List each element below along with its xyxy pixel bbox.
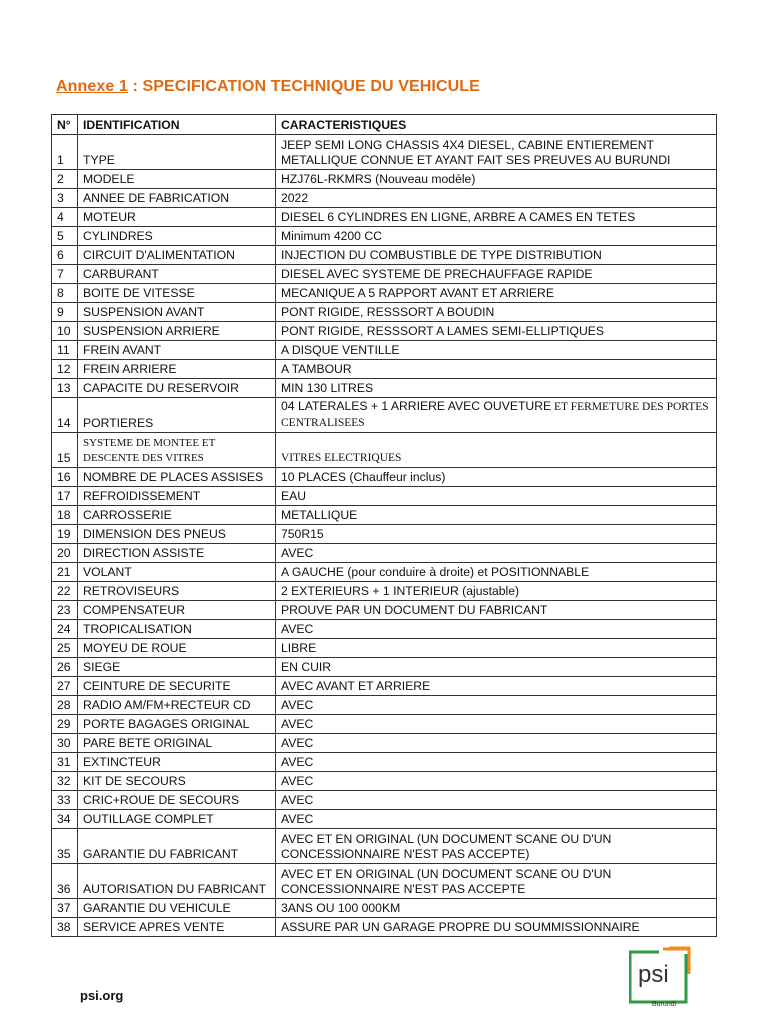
row-identification: COMPENSATEUR <box>78 601 276 620</box>
row-number: 16 <box>52 468 78 487</box>
row-caracteristique: MECANIQUE A 5 RAPPORT AVANT ET ARRIERE <box>276 284 717 303</box>
table-row <box>52 620 717 639</box>
row-identification: CYLINDRES <box>78 227 276 246</box>
table-row <box>52 208 717 227</box>
row-identification: RADIO AM/FM+RECTEUR CD <box>78 696 276 715</box>
table-row <box>52 487 717 506</box>
row-caracteristique: AVEC ET EN ORIGINAL (UN DOCUMENT SCANE OU D'UN CONCESSIONNAIRE N'EST PAS ACCEPTE) <box>276 829 717 864</box>
row-identification: SYSTEME DE MONTEE ET DESCENTE DES VITRES <box>78 433 276 468</box>
row-caracteristique: PONT RIGIDE, RESSSORT A BOUDIN <box>276 303 717 322</box>
row-number: 3 <box>52 189 78 208</box>
table-row <box>52 696 717 715</box>
row-number: 5 <box>52 227 78 246</box>
table-row <box>52 170 717 189</box>
table-row <box>52 791 717 810</box>
row-caracteristique: A DISQUE VENTILLE <box>276 341 717 360</box>
row-caracteristique: PROUVE PAR UN DOCUMENT DU FABRICANT <box>276 601 717 620</box>
row-number: 17 <box>52 487 78 506</box>
row-identification: KIT DE SECOURS <box>78 772 276 791</box>
row-identification: MODELE <box>78 170 276 189</box>
header-row <box>52 115 717 135</box>
spec-table <box>51 114 717 937</box>
row-caracteristique: AVEC <box>276 696 717 715</box>
row-caracteristique: AVEC <box>276 772 717 791</box>
row-identification: CRIC+ROUE DE SECOURS <box>78 791 276 810</box>
row-caracteristique: ASSURE PAR UN GARAGE PROPRE DU SOUMMISSIONNAIRE <box>276 918 717 937</box>
row-caracteristique: LIBRE <box>276 639 717 658</box>
row-caracteristique <box>276 398 717 433</box>
row-number: 26 <box>52 658 78 677</box>
row-caracteristique: AVEC <box>276 620 717 639</box>
row-caracteristique: 3ANS OU 100 000KM <box>276 899 717 918</box>
row-number: 8 <box>52 284 78 303</box>
row-identification: FREIN ARRIERE <box>78 360 276 379</box>
row-caracteristique: VITRES ELECTRIQUES <box>276 433 717 468</box>
row-caracteristique: 10 PLACES (Chauffeur inclus) <box>276 468 717 487</box>
table-row <box>52 563 717 582</box>
table-row <box>52 379 717 398</box>
row-caracteristique: AVEC <box>276 544 717 563</box>
row-number: 12 <box>52 360 78 379</box>
row-number: 14 <box>52 398 78 433</box>
row-caracteristique: METALLIQUE <box>276 506 717 525</box>
table-row <box>52 360 717 379</box>
row-identification: CARBURANT <box>78 265 276 284</box>
footer-site: psi.org <box>80 988 124 1003</box>
row-number: 18 <box>52 506 78 525</box>
row-identification: MOYEU DE ROUE <box>78 639 276 658</box>
row-identification: SERVICE APRES VENTE <box>78 918 276 937</box>
row-identification: PARE BETE ORIGINAL <box>78 734 276 753</box>
row-caracteristique: AVEC AVANT ET ARRIERE <box>276 677 717 696</box>
row-number: 23 <box>52 601 78 620</box>
row-number: 37 <box>52 899 78 918</box>
table-row <box>52 265 717 284</box>
page-title <box>56 78 480 96</box>
row-caracteristique: AVEC <box>276 791 717 810</box>
row-identification: BOITE DE VITESSE <box>78 284 276 303</box>
row-number: 15 <box>52 433 78 468</box>
row-identification: DIMENSION DES PNEUS <box>78 525 276 544</box>
row-caracteristique: JEEP SEMI LONG CHASSIS 4X4 DIESEL, CABINE ENTIEREMENT METALLIQUE CONNUE ET AYANT FAIT SES PREUVES AU BURUNDI <box>276 135 717 170</box>
logo-text: psi <box>638 961 669 988</box>
table-row <box>52 322 717 341</box>
row-number: 28 <box>52 696 78 715</box>
row-caracteristique: EN CUIR <box>276 658 717 677</box>
table-row <box>52 544 717 563</box>
table-row <box>52 864 717 899</box>
table-row <box>52 303 717 322</box>
row-identification: CARROSSERIE <box>78 506 276 525</box>
table-row <box>52 189 717 208</box>
psi-burundi-logo <box>629 946 691 1008</box>
row-identification: REFROIDISSEMENT <box>78 487 276 506</box>
table-row <box>52 341 717 360</box>
row-number: 1 <box>52 135 78 170</box>
table-row <box>52 899 717 918</box>
logo-subtext: Burundi <box>652 1001 677 1008</box>
row-identification: ANNEE DE FABRICATION <box>78 189 276 208</box>
row-number: 35 <box>52 829 78 864</box>
row-caracteristique: HZJ76L-RKMRS (Nouveau modèle) <box>276 170 717 189</box>
row-identification: NOMBRE DE PLACES ASSISES <box>78 468 276 487</box>
row-number: 2 <box>52 170 78 189</box>
row-caracteristique: AVEC <box>276 810 717 829</box>
table-row <box>52 810 717 829</box>
row-identification: DIRECTION ASSISTE <box>78 544 276 563</box>
table-row <box>52 582 717 601</box>
row-identification: SUSPENSION AVANT <box>78 303 276 322</box>
row-identification: GARANTIE DU FABRICANT <box>78 829 276 864</box>
row-caracteristique: AVEC ET EN ORIGINAL (UN DOCUMENT SCANE OU D'UN CONCESSIONNAIRE N'EST PAS ACCEPTE <box>276 864 717 899</box>
portieres-text-a: 04 LATERALES + 1 ARRIERE AVEC OUVETURE <box>281 399 552 413</box>
row-caracteristique: AVEC <box>276 753 717 772</box>
row-caracteristique: AVEC <box>276 734 717 753</box>
row-number: 30 <box>52 734 78 753</box>
table-row <box>52 639 717 658</box>
row-caracteristique: EAU <box>276 487 717 506</box>
row-caracteristique: AVEC <box>276 715 717 734</box>
row-identification: VOLANT <box>78 563 276 582</box>
table-row <box>52 525 717 544</box>
table-row <box>52 734 717 753</box>
row-number: 11 <box>52 341 78 360</box>
row-caracteristique: MIN 130 LITRES <box>276 379 717 398</box>
row-identification: GARANTIE DU VEHICULE <box>78 899 276 918</box>
row-identification: AUTORISATION DU FABRICANT <box>78 864 276 899</box>
row-identification: PORTIERES <box>78 398 276 433</box>
table-row <box>52 601 717 620</box>
row-number: 22 <box>52 582 78 601</box>
row-caracteristique: A GAUCHE (pour conduire à droite) et POSITIONNABLE <box>276 563 717 582</box>
row-identification: FREIN AVANT <box>78 341 276 360</box>
row-caracteristique: 2 EXTERIEURS + 1 INTERIEUR (ajustable) <box>276 582 717 601</box>
row-number: 33 <box>52 791 78 810</box>
table-row <box>52 135 717 170</box>
row-number: 20 <box>52 544 78 563</box>
table-row <box>52 753 717 772</box>
table-row <box>52 398 717 433</box>
row-identification: CEINTURE DE SECURITE <box>78 677 276 696</box>
header-caracteristiques: CARACTERISTIQUES <box>276 115 717 135</box>
row-caracteristique: Minimum 4200 CC <box>276 227 717 246</box>
row-number: 19 <box>52 525 78 544</box>
row-caracteristique: PONT RIGIDE, RESSSORT A LAMES SEMI-ELLIPTIQUES <box>276 322 717 341</box>
row-number: 10 <box>52 322 78 341</box>
header-no: N° <box>52 115 78 135</box>
row-number: 24 <box>52 620 78 639</box>
row-identification: PORTE BAGAGES ORIGINAL <box>78 715 276 734</box>
row-identification: CAPACITE DU RESERVOIR <box>78 379 276 398</box>
table-row <box>52 715 717 734</box>
row-number: 27 <box>52 677 78 696</box>
row-identification: SIEGE <box>78 658 276 677</box>
table-row <box>52 677 717 696</box>
row-caracteristique: DIESEL 6 CYLINDRES EN LIGNE, ARBRE A CAMES EN TETES <box>276 208 717 227</box>
row-identification: MOTEUR <box>78 208 276 227</box>
row-number: 6 <box>52 246 78 265</box>
row-caracteristique: INJECTION DU COMBUSTIBLE DE TYPE DISTRIBUTION <box>276 246 717 265</box>
table-row <box>52 433 717 468</box>
header-identification: IDENTIFICATION <box>78 115 276 135</box>
table-row <box>52 918 717 937</box>
row-identification: SUSPENSION ARRIERE <box>78 322 276 341</box>
table-row <box>52 227 717 246</box>
annex-label: Annexe 1 <box>56 78 128 95</box>
table-row <box>52 658 717 677</box>
table-row <box>52 772 717 791</box>
row-number: 21 <box>52 563 78 582</box>
row-number: 13 <box>52 379 78 398</box>
row-caracteristique: DIESEL AVEC SYSTEME DE PRECHAUFFAGE RAPIDE <box>276 265 717 284</box>
table-row <box>52 284 717 303</box>
table-row <box>52 829 717 864</box>
row-number: 4 <box>52 208 78 227</box>
row-caracteristique: A TAMBOUR <box>276 360 717 379</box>
row-number: 31 <box>52 753 78 772</box>
row-number: 7 <box>52 265 78 284</box>
row-number: 36 <box>52 864 78 899</box>
row-number: 32 <box>52 772 78 791</box>
row-number: 38 <box>52 918 78 937</box>
row-caracteristique: 2022 <box>276 189 717 208</box>
row-caracteristique: 750R15 <box>276 525 717 544</box>
row-identification: TYPE <box>78 135 276 170</box>
row-identification: TROPICALISATION <box>78 620 276 639</box>
row-identification: EXTINCTEUR <box>78 753 276 772</box>
row-number: 34 <box>52 810 78 829</box>
title-text: : SPECIFICATION TECHNIQUE DU VEHICULE <box>127 78 480 95</box>
row-number: 29 <box>52 715 78 734</box>
portieres-text-b: ET FERMETURE DES PORTES CENTRALISEES <box>281 401 709 429</box>
table-row <box>52 506 717 525</box>
row-identification: OUTILLAGE COMPLET <box>78 810 276 829</box>
row-number: 9 <box>52 303 78 322</box>
table-row <box>52 246 717 265</box>
row-identification: RETROVISEURS <box>78 582 276 601</box>
table-row <box>52 468 717 487</box>
row-number: 25 <box>52 639 78 658</box>
row-identification: CIRCUIT D'ALIMENTATION <box>78 246 276 265</box>
